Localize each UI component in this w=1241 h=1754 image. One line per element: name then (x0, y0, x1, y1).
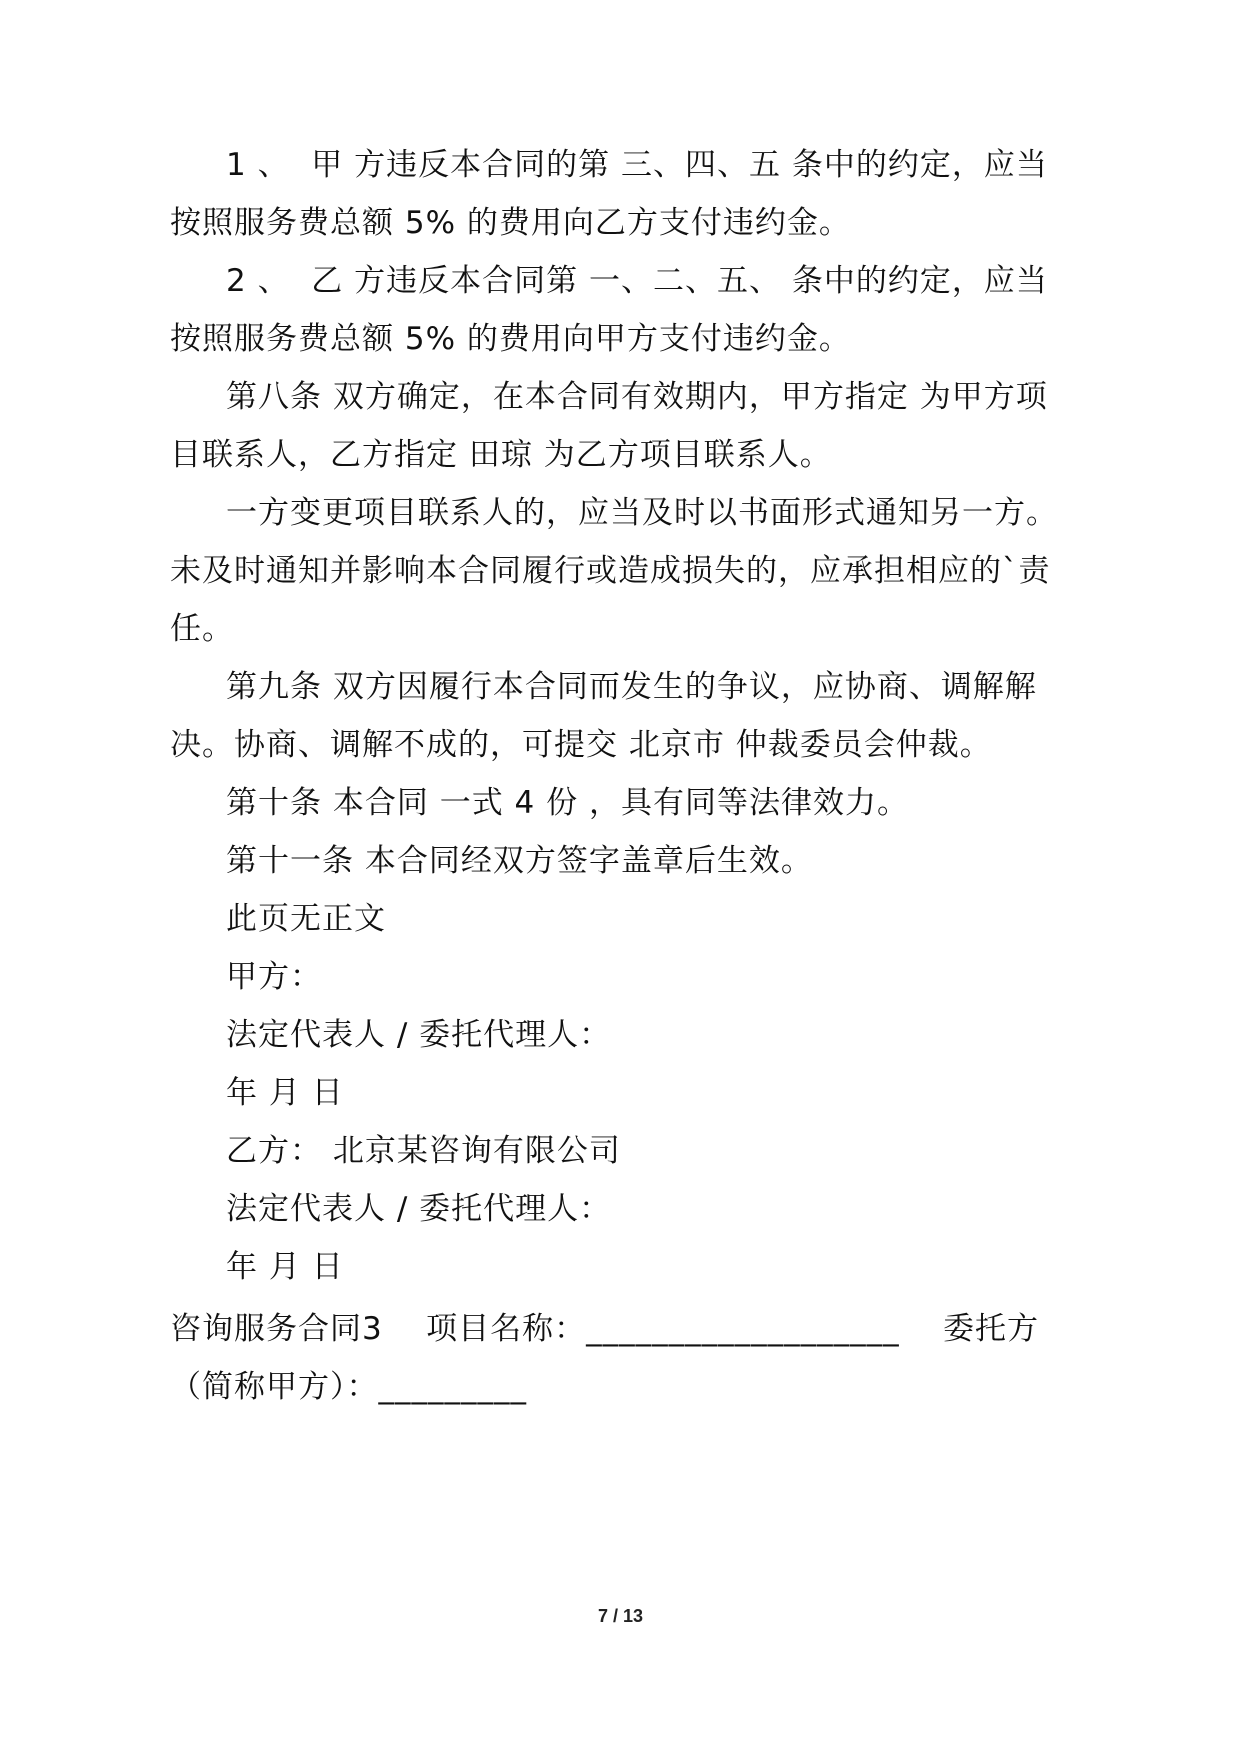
party-a-representative: 法定代表人 / 委托代理人： (226, 1017, 612, 1053)
paragraph-line: 1 、 甲 方违反本合同的第 三、四、五 条中的约定，应当 (226, 147, 1048, 183)
paragraph-line: 决。协商、调解不成的，可提交 北京市 仲裁委员会仲裁。 (170, 727, 992, 763)
paragraph-line: 任。 (170, 611, 234, 647)
party-a-label: 甲方： (226, 959, 322, 995)
paragraph-line: 一方变更项目联系人的，应当及时以书面形式通知另一方。 (226, 495, 1058, 531)
paragraph-line: 按照服务费总额 5% 的费用向乙方支付违约金。 (170, 205, 851, 241)
paragraph-line: 第八条 双方确定，在本合同有效期内，甲方指定 为甲方项 (226, 379, 1048, 415)
paragraph-line: 第十一条 本合同经双方签字盖章后生效。 (226, 843, 813, 879)
party-b-representative: 法定代表人 / 委托代理人： (226, 1191, 612, 1227)
paragraph-line: 按照服务费总额 5% 的费用向甲方支付违约金。 (170, 321, 851, 357)
party-b-date: 年 月 日 (226, 1249, 344, 1285)
party-b-label: 乙方： 北京某咨询有限公司 (226, 1133, 621, 1169)
paragraph-line: 未及时通知并影响本合同履行或造成损失的，应承担相应的`责 (170, 553, 1051, 589)
party-a-date: 年 月 日 (226, 1075, 344, 1111)
paragraph-line: 2 、 乙 方违反本合同第 一、二、五、 条中的约定，应当 (226, 263, 1048, 299)
paragraph-line: 目联系人，乙方指定 田琼 为乙方项目联系人。 (170, 437, 832, 473)
page-number: 7 / 13 (597, 1606, 644, 1626)
next-contract-line: （简称甲方）：_________ (170, 1369, 527, 1405)
next-contract-heading: 咨询服务合同3 项目名称：___________________ 委托方 (170, 1311, 1040, 1347)
paragraph-line: 第十条 本合同 一式 4 份 ，具有同等法律效力。 (226, 785, 909, 821)
paragraph-line: 第九条 双方因履行本合同而发生的争议，应协商、调解解 (226, 669, 1037, 705)
paragraph-line: 此页无正文 (226, 901, 386, 937)
